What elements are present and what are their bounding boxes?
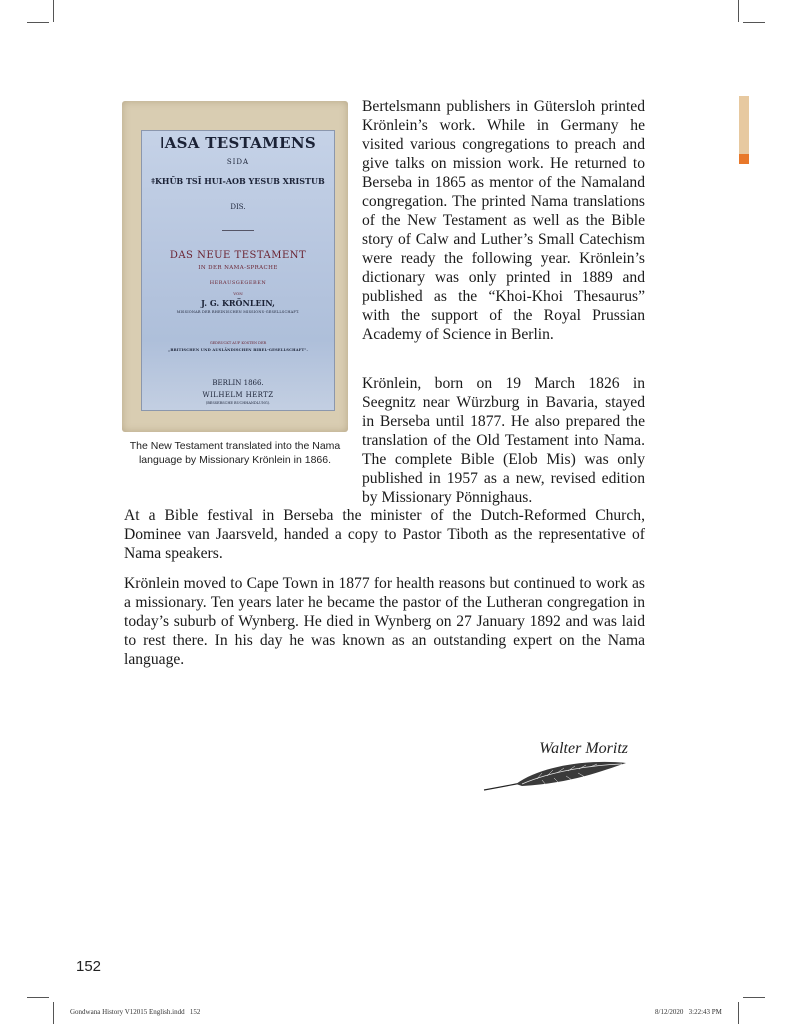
crop-mark-bottom-left-h (27, 997, 49, 998)
chapter-tab-marker (739, 154, 749, 164)
plate-author: J. G. KRÖNLEIN, (201, 298, 275, 308)
plate-gedruckt: GEDRUCKT AUF KOSTEN DER (209, 341, 267, 345)
chapter-tab-upper (739, 96, 749, 154)
plate-sida: SIDA (226, 158, 250, 166)
plate-printer: WILHELM HERTZ (202, 391, 274, 399)
plate-language-line: IN DER NAMA-SPRACHE (198, 265, 278, 271)
plate-society: „BRITISCHEN UND AUSLÄNDISCHEN BIBEL-GESELLSCHAFT". (168, 348, 308, 352)
plate-german-title: DAS NEUE TESTAMENT (169, 250, 307, 261)
crop-mark-top-right (738, 0, 739, 22)
title-page-photo (122, 101, 348, 432)
figure-caption: The New Testament translated into the Nama language by Missionary Krönlein in 1866. (129, 440, 341, 466)
crop-mark-bottom-right-h (743, 997, 765, 998)
plate-dis: DIS. (230, 203, 246, 211)
title-page-plate (141, 130, 335, 411)
crop-mark-top-left-h (27, 22, 49, 23)
plate-author-role: MISSIONAR DER RHEINISCHEN MISSIONS-GESELLSCHAFT. (176, 310, 300, 314)
crop-mark-top-left (53, 0, 54, 22)
plate-herausgegeben: HERAUSGEGEBEN (209, 280, 267, 286)
body-paragraph-1: Bertelsmann publishers in Gütersloh printed Krönlein’s work. While in Germany he visited various congregations to preach and give talks on mission work. He returned to Berseba in 1865 as mentor of the Namaland congregation. The printed Nama translations of the New Testament as well as the Bible story of Calw and Luther’s Small Catechism were ready the following year. Krönlein’s dictionary was only printed in 1889 and published as the “Khoi-Khoi Thesaurus” with the support of the Royal Prussian Academy of Science in Berlin. (362, 98, 645, 343)
page-number: 152 (76, 958, 102, 975)
print-slug-file: Gondwana History V12015 English.indd 152 (70, 1008, 201, 1016)
crop-mark-top-right-h (743, 22, 765, 23)
plate-subtitle: ǂKHŪB TSĪ HUI-AOB YESUB XRISTUB (151, 176, 325, 186)
crop-mark-bottom-left (53, 1002, 54, 1024)
plate-divider (222, 230, 254, 231)
body-paragraph-3: At a Bible festival in Berseba the minister of the Dutch-Reformed Church, Dominee van Jaarsveld, handed a copy to Pastor Tiboth as the representative of Nama speakers. (124, 507, 645, 562)
plate-von: VON (233, 291, 243, 296)
body-paragraph-4: Krönlein moved to Cape Town in 1877 for health reasons but continued to work as a missionary. Ten years later he became the pastor of the Lutheran congregation in today’s suburb of Wynberg. He died in Wynberg on 27 January 1892 and was laid to rest there. In his day he was known as an outstanding expert on the Nama language. (124, 575, 645, 668)
plate-title: ǀASA TESTAMENS (160, 134, 316, 152)
body-paragraph-2: Krönlein, born on 19 March 1826 in Seegnitz near Würzburg in Bavaria, stayed in Berseba until 1877. He also prepared the translation of the Old Testament into Nama. The complete Bible (Elob Mis) was only published in 1957 as a new, revised edition by Missionary Pönnighaus. (362, 375, 645, 506)
plate-place-year: BERLIN 1866. (212, 379, 264, 387)
author-signature: Walter Moritz (539, 740, 628, 757)
print-slug-date: 8/12/2020 3:22:43 PM (655, 1008, 722, 1016)
crop-mark-bottom-right (738, 1002, 739, 1024)
quill-feather-icon (482, 759, 628, 793)
plate-printer-sub: (BESSERSCHE BUCHHANDLUNG). (205, 401, 271, 405)
